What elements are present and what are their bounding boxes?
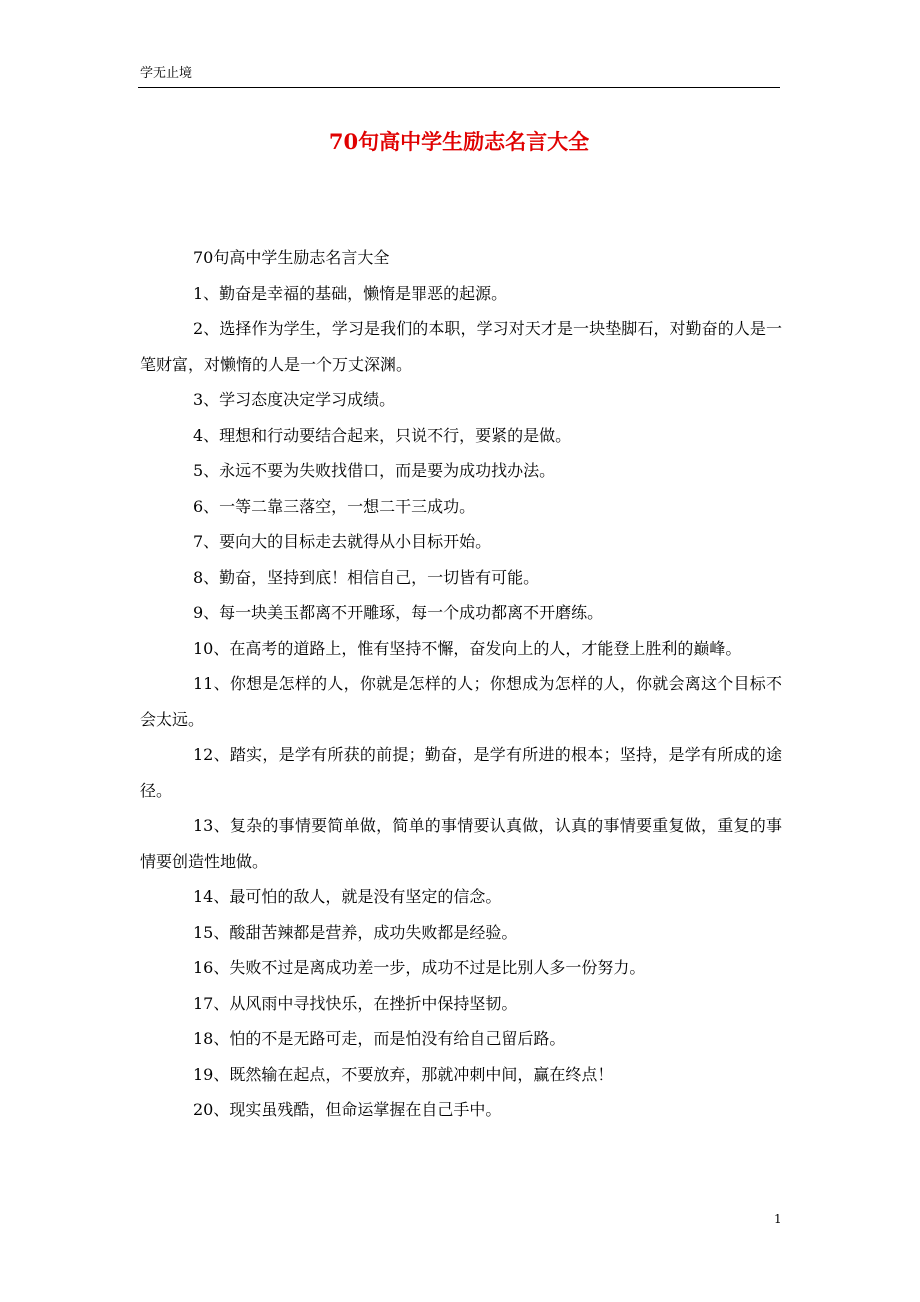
quote-paragraph: 9、每一块美玉都离不开雕琢，每一个成功都离不开磨练。 bbox=[193, 603, 604, 622]
quote-paragraph: 12、踏实，是学有所获的前提；勤奋，是学有所进的根本；坚持，是学有所成的途径。 bbox=[140, 745, 782, 800]
quote-paragraph: 1、勤奋是幸福的基础，懒惰是罪恶的起源。 bbox=[193, 283, 508, 303]
page-number: 1 bbox=[774, 1212, 782, 1226]
quote-paragraph: 17、从风雨中寻找快乐，在挫折中保持坚韧。 bbox=[193, 993, 518, 1013]
quote-paragraph: 8、勤奋，坚持到底！相信自己，一切皆有可能。 bbox=[193, 567, 540, 587]
quote-paragraph: 10、在高考的道路上，惟有坚持不懈，奋发向上的人，才能登上胜利的巅峰。 bbox=[193, 638, 742, 658]
quote-paragraph: 13、复杂的事情要简单做，简单的事情要认真做，认真的事情要重复做，重复的事情要创造性地做。 bbox=[140, 816, 782, 871]
quote-paragraph: 4、理想和行动要结合起来，只说不行，要紧的是做。 bbox=[193, 425, 572, 445]
page-header-text: 学无止境 bbox=[140, 66, 193, 81]
quote-paragraph: 18、怕的不是无路可走，而是怕没有给自己留后路。 bbox=[193, 1029, 566, 1048]
document-title: 70句高中学生励志名言大全 bbox=[328, 129, 590, 154]
body-subtitle: 70句高中学生励志名言大全 bbox=[193, 248, 390, 267]
quote-paragraph: 20、现实虽残酷，但命运掌握在自己手中。 bbox=[193, 1100, 502, 1119]
document-body bbox=[140, 240, 782, 1128]
quote-paragraph: 19、既然输在起点，不要放弃，那就冲刺中间，赢在终点！ bbox=[193, 1064, 614, 1084]
quote-paragraph: 15、酸甜苦辣都是营养，成功失败都是经验。 bbox=[193, 922, 518, 942]
quote-paragraph: 2、选择作为学生，学习是我们的本职，学习对天才是一块垫脚石，对勤奋的人是一笔财富，对懒惰的人是一个万丈深渊。 bbox=[140, 319, 782, 374]
quote-paragraph: 3、学习态度决定学习成绩。 bbox=[193, 390, 396, 409]
header-divider bbox=[138, 87, 780, 88]
quote-paragraph: 5、永远不要为失败找借口，而是要为成功找办法。 bbox=[193, 461, 556, 480]
quote-paragraph: 14、最可怕的敌人，就是没有坚定的信念。 bbox=[193, 887, 502, 906]
quote-paragraph: 6、一等二靠三落空，一想二干三成功。 bbox=[193, 496, 476, 516]
quote-paragraph: 11、你想是怎样的人，你就是怎样的人；你想成为怎样的人，你就会离这个目标不会太远。 bbox=[140, 674, 782, 729]
quote-paragraph: 16、失败不过是离成功差一步，成功不过是比别人多一份努力。 bbox=[193, 958, 646, 977]
quote-paragraph: 7、要向大的目标走去就得从小目标开始。 bbox=[193, 532, 492, 551]
